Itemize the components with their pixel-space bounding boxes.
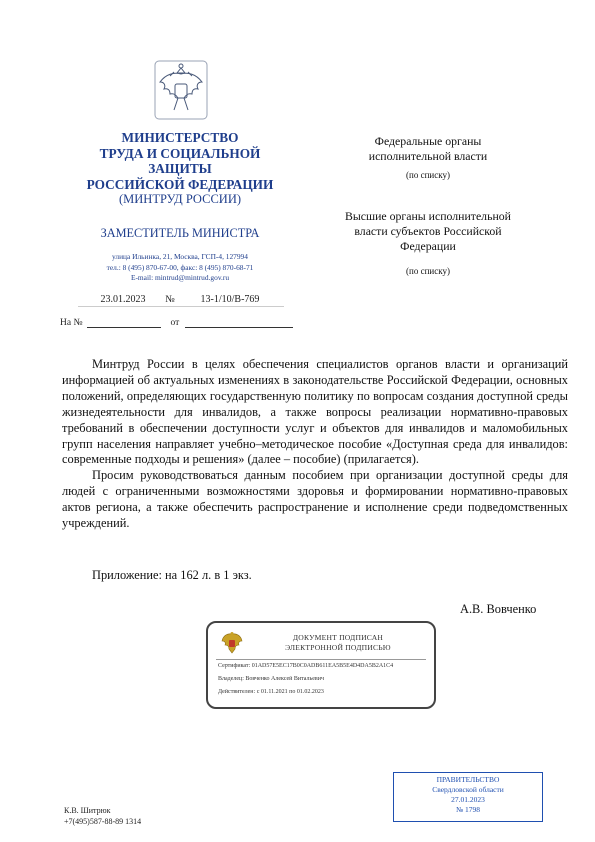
address-line: улица Ильинка, 21, Москва, ГСП-4, 127994 — [112, 252, 248, 261]
addressee-line: Высшие органы исполнительной — [345, 209, 511, 223]
addressee-regional — [318, 209, 538, 254]
reference-date-blank — [185, 318, 293, 328]
ministry-line: ТРУДА И СОЦИАЛЬНОЙ — [99, 145, 261, 161]
stamp-title-line: ЭЛЕКТРОННОЙ ПОДПИСЬЮ — [285, 643, 391, 652]
stamp-title-line: ДОКУМЕНТ ПОДПИСАН — [292, 633, 384, 642]
stamp-divider — [216, 659, 426, 660]
addressee-line: власти субъектов Российской — [354, 224, 502, 238]
ministry-line: РОССИЙСКОЙ ФЕДЕРАЦИИ — [86, 176, 274, 192]
ministry-line: ЗАЩИТЫ — [148, 161, 212, 176]
address-line: E-mail: mintrud@mintrud.gov.ru — [130, 273, 230, 282]
registration-line — [88, 294, 278, 305]
executor-info — [64, 806, 141, 827]
reference-number-blank — [87, 318, 161, 328]
addressee-line: Федеральные органы — [374, 134, 482, 148]
stamp-emblem-icon — [220, 631, 244, 657]
ministry-short-name: (МИНТРУД РОССИИ) — [118, 192, 242, 206]
position-title: ЗАМЕСТИТЕЛЬ МИНИСТРА — [100, 226, 260, 240]
addressee-line: исполнительной власти — [368, 149, 488, 163]
ministry-address — [60, 252, 300, 284]
executor-phone: +7(495)587-88-89 1314 — [64, 816, 142, 826]
reg-stamp-line: ПРАВИТЕЛЬСТВО — [436, 775, 500, 784]
addressee-note: (по списку) — [406, 170, 450, 180]
reference-date-label: от — [170, 318, 180, 328]
reg-stamp-line: Свердловской области — [432, 785, 504, 794]
stamp-validity: Действителен: с 01.11.2021 по 01.02.2023 — [218, 689, 324, 695]
reference-number-label: На № — [60, 318, 83, 328]
electronic-signature-stamp — [206, 621, 436, 709]
registration-date: 23.01.2023 — [100, 294, 146, 305]
registration-number: 13-1/10/В-769 — [200, 294, 260, 305]
addressee-federal — [318, 134, 538, 164]
addressee-note: (по списку) — [406, 266, 450, 276]
reg-stamp-line: 27.01.2023 — [451, 795, 485, 804]
coat-of-arms-emblem — [152, 58, 210, 122]
stamp-certificate: Сертификат: 01AD57E5EC17B0C0ADB611EA5B5E4D4DA5B2A1C4 — [218, 663, 394, 669]
letter-body — [62, 357, 568, 532]
stamp-title — [248, 633, 428, 653]
incoming-registration-stamp — [393, 772, 543, 822]
ministry-name — [60, 130, 300, 208]
body-paragraph: Минтруд России в целях обеспечения специалистов органов власти и организаций информацией об актуальных изменениях в законодательстве Российской Федерации, основных положений, определяющих государственную политику по вопросам создания доступной среды жизнедеятельности для инвалидов, а также вопросы реализации нормативно-правовых требований в обеспечении доступности услуг и объектов для инвалидов и маломобильных групп населения направляет учебно–методическое пособие «Доступная среда для инвалидов: современные подходы и решения» (далее – пособие) (прилагается). — [62, 357, 568, 467]
executor-name: К.В. Шитрюк — [64, 806, 111, 815]
registration-number-label: № — [165, 294, 175, 305]
signer-name: А.В. Вовченко — [460, 602, 537, 616]
body-paragraph: Просим руководствоваться данным пособием при организации доступной среды для людей с ограниченными возможностями здоровья и формировании нормативно-правовых актов региона, а также обеспечить распространение и исполнение среди подведомственных учреждений. — [62, 468, 568, 531]
addressee-line: Федерации — [400, 239, 456, 253]
attachment-note: Приложение: на 162 л. в 1 экз. — [92, 568, 252, 582]
address-line: тел.: 8 (495) 870-67-00, факс: 8 (495) 870-68-71 — [106, 262, 254, 272]
stamp-owner: Владелец: Вовченко Алексей Витальевич — [218, 676, 324, 682]
reg-stamp-line: № 1798 — [455, 805, 481, 814]
reference-line — [60, 318, 293, 328]
ministry-line: МИНИСТЕРСТВО — [121, 130, 239, 145]
registration-divider — [78, 306, 284, 307]
